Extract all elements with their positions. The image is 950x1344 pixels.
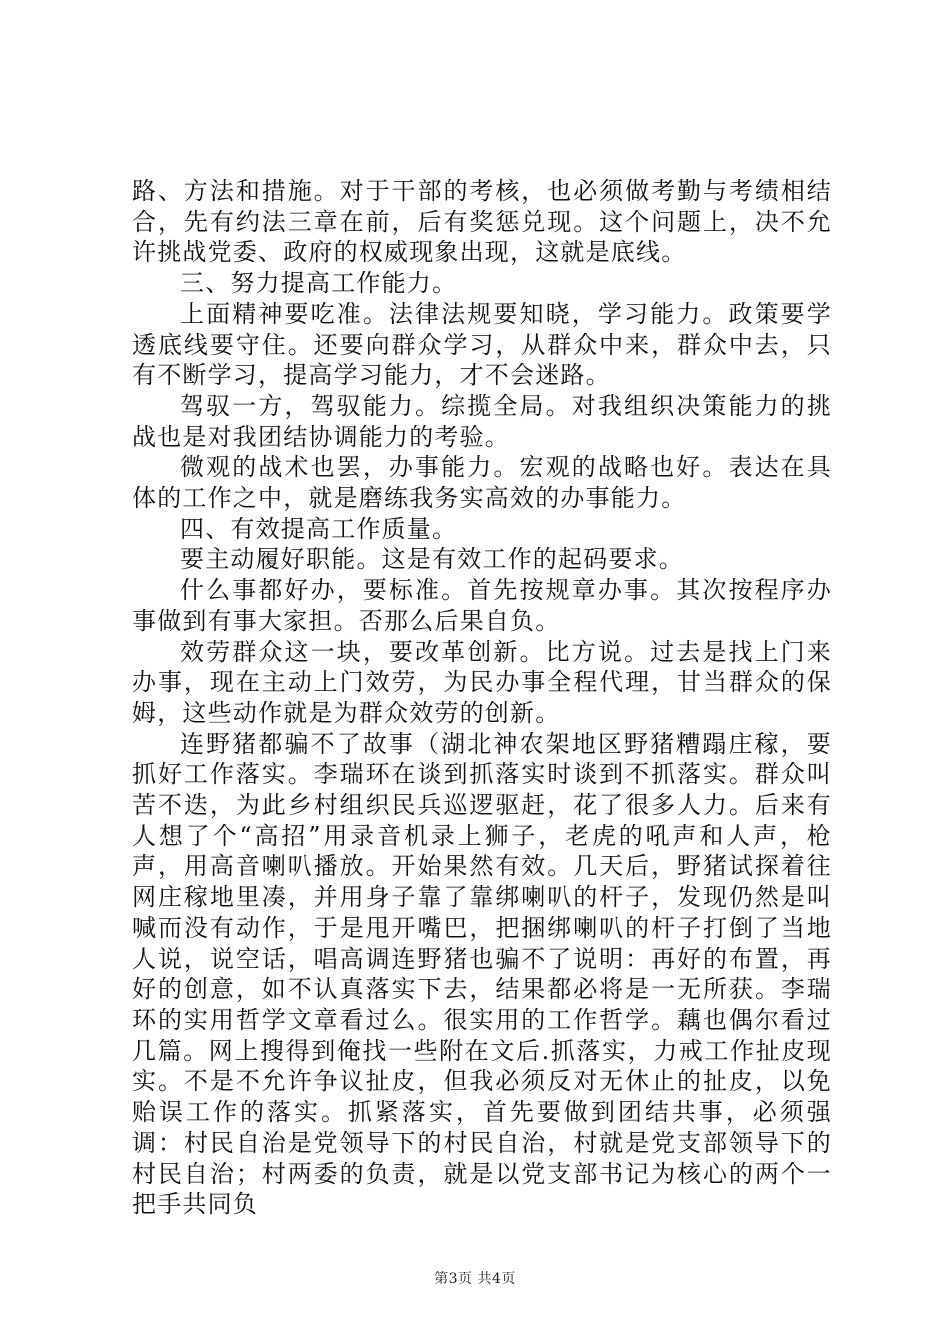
page-number-footer: 第3页 共4页 [434, 1271, 516, 1287]
paragraph-7: 要主动履好职能。这是有效工作的起码要求。 [180, 545, 684, 574]
heading-three: 三、努力提高工作能力。 [180, 269, 458, 298]
paragraph-4: 驾驭一方，驾驭能力。综揽全局。对我组织决策能力的挑战也是对我团结协调能力的考验。 [132, 391, 832, 451]
paragraph-1: 路、方法和措施。对于干部的考核，也必须做考勤与考绩相结合，先有约法三章在前，后有奖惩兑现。这个问题上，决不允许挑战党委、政府的权威现象出现，这就是底线。 [132, 177, 832, 267]
paragraph-3: 上面精神要吃准。法律法规要知晓，学习能力。政策要学透底线要守住。还要向群众学习，从群众中来，群众中去，只有不断学习，提高学习能力，才不会迷路。 [132, 299, 832, 390]
paragraph-5: 微观的战术也罢，办事能力。宏观的战略也好。表达在具体的工作之中，就是磨练我务实高效的办事能力。 [132, 453, 832, 513]
document-body [132, 176, 832, 1220]
paragraph-9: 效劳群众这一块，要改革创新。比方说。过去是找上门来办事，现在主动上门效劳，为民办事全程代理，甘当群众的保姆，这些动作就是为群众效劳的创新。 [132, 637, 832, 727]
paragraph-10: 连野猪都骗不了故事（湖北神农架地区野猪糟蹋庄稼，要抓好工作落实。李瑞环在谈到抓落实时谈到不抓落实。群众叫苦不迭，为此乡村组织民兵巡逻驱赶，花了很多人力。后来有人想了个“高招”用录音机录上狮子，老虎的吼声和人声，枪声，用高音喇叭播放。开始果然有效。几天后，野猪试探着往网庄稼地里凑，并用身子靠了靠绑喇叭的杆子，发现仍然是叫喊而没有动作，于是甩开嘴巴，把捆绑喇叭的杆子打倒了当地人说，说空话，唱高调连野猪也骗不了说明：再好的布置，再好的创意，如不认真落实下去，结果都必将是一无所获。李瑞环的实用哲学文章看过么。很实用的工作哲学。藕也偶尔看过几篇。网上搜得到俺找一些附在文后.抓落实，力戒工作扯皮现实。不是不允许争议扯皮，但我必须反对无休止的扯皮，以免贻误工作的落实。抓紧落实，首先要做到团结共事，必须强调：村民自治是党领导下的村民自治，村就是党支部领导下的村民自治；村两委的负责，就是以党支部书记为核心的两个一把手共同负 [132, 729, 832, 1219]
paragraph-8: 什么事都好办，要标准。首先按规章办事。其次按程序办事做到有事大家担。否那么后果自负。 [132, 576, 832, 635]
heading-four: 四、有效提高工作质量。 [180, 514, 458, 543]
